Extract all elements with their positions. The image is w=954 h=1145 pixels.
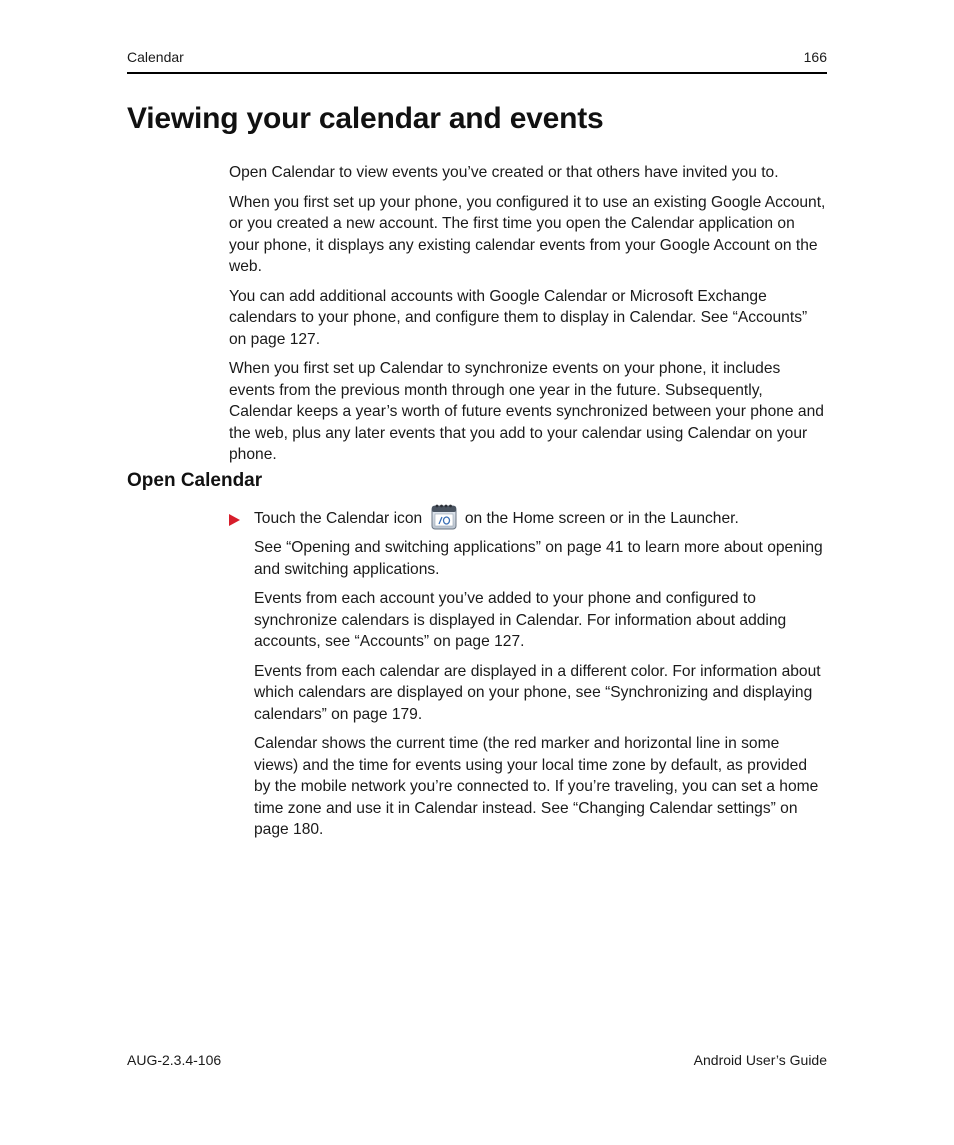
header-page-number: 166: [803, 49, 827, 65]
step-item: [229, 504, 827, 536]
page-header: [127, 49, 827, 74]
calendar-app-icon: [431, 503, 457, 530]
intro-paragraph: You can add additional accounts with Google Calendar or Microsoft Exchange calendars to your phone, and configure them to display in Calendar. See “Accounts” on page 127.: [229, 287, 808, 348]
section-paragraph: Events from each account you’ve added to your phone and configured to synchronize calendars is displayed in Calendar. For information about adding accounts, see “Accounts” on page 127.: [254, 590, 787, 650]
section-paragraph: See “Opening and switching applications” on page 41 to learn more about opening and switching applications.: [254, 539, 823, 578]
step-text-after-icon: on the Home screen or in the Launcher.: [464, 510, 739, 527]
page-title: Viewing your calendar and events: [127, 102, 604, 135]
intro-paragraph: When you first set up Calendar to synchronize events on your phone, it includes events from the previous month through one year in the future. Subsequently, Calendar keeps a year’s worth of future events synchronized between your phone and the web, plus any later events that you add to your calendar using Calendar on your phone.: [229, 360, 824, 463]
section-paragraph: Calendar shows the current time (the red marker and horizontal line in some views) and the time for events using your local time zone by default, as provided by the mobile network you’re connected to. If you’re traveling, you can set a home time zone and use it in Calendar instead. See “Changing Calendar settings” on page 180.: [254, 735, 819, 838]
intro-body: [229, 162, 827, 474]
step-text-before-icon: Touch the Calendar icon: [254, 510, 423, 527]
section-body: [254, 537, 827, 849]
bullet-arrow-icon: [229, 514, 240, 526]
footer-doc-title: Android User’s Guide: [693, 1052, 827, 1068]
step-text: [254, 504, 739, 534]
intro-paragraph: When you first set up your phone, you configured it to use an existing Google Account, or you created a new account. The first time you open the Calendar application on your phone, it displays any existing calendar events from your Google Account on the web.: [229, 193, 826, 275]
footer-doc-id: AUG-2.3.4-106: [127, 1052, 222, 1068]
section-heading: Open Calendar: [127, 470, 263, 491]
header-section: Calendar: [127, 49, 184, 65]
section-paragraph: Events from each calendar are displayed in a different color. For information about which calendars are displayed on your phone, see “Synchronizing and displaying calendars” on page 179.: [254, 662, 821, 723]
intro-paragraph: Open Calendar to view events you’ve created or that others have invited you to.: [229, 164, 779, 181]
